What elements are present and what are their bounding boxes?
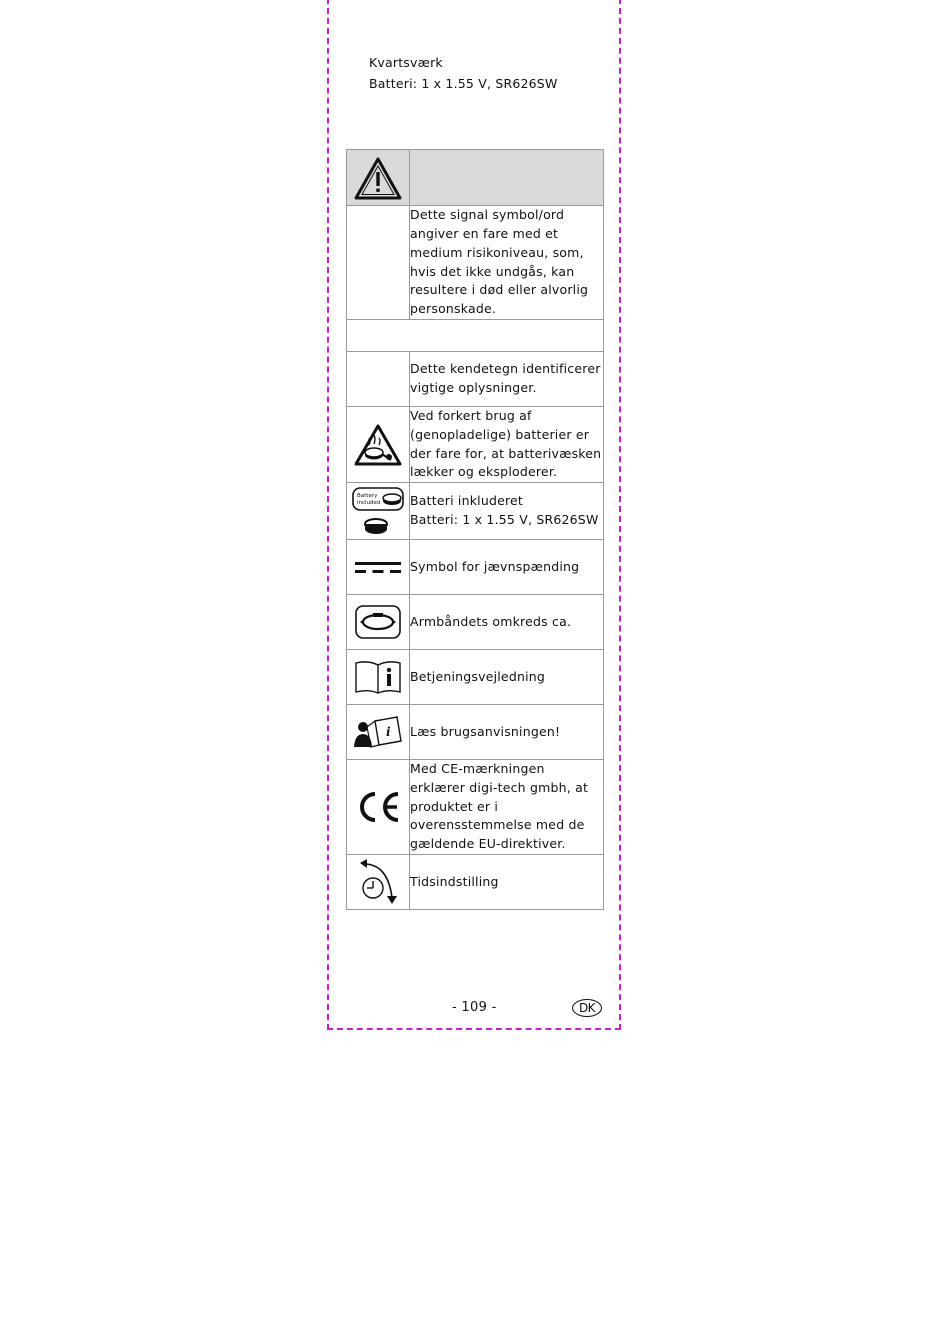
svg-text:i: i (386, 725, 391, 739)
table-row (347, 352, 604, 407)
table-row (347, 595, 604, 650)
direct-current-description: Symbol for jævnspænding (410, 540, 604, 595)
spec-movement: Kvartsværk (369, 55, 443, 70)
manual-description: Betjeningsvejledning (410, 650, 604, 705)
info-description: Dette kendetegn identificerer vigtige oplysninger. (410, 352, 604, 407)
battery-included-icon (351, 486, 405, 536)
table-header-row (347, 150, 604, 206)
ce-mark-icon (354, 790, 402, 824)
warning-triangle-icon (353, 155, 403, 201)
warning-header-cell (347, 150, 410, 206)
ce-description: Med CE-mærkningen erklærer digi-tech gmbh, at produktet er i overensstemmelse med de gældende EU-direktiver. (410, 760, 604, 855)
table-row (347, 206, 604, 320)
battery-included-title: Batteri inkluderet (410, 493, 524, 509)
warning-description: Dette signal symbol/ord angiver en fare med et medium risikoniveau, som, hvis det ikke undgås, kan resultere i død eller alvorlig personskade. (410, 206, 604, 320)
country-code-badge: DK (572, 999, 602, 1017)
battery-included-label-line1: Battery (357, 493, 378, 499)
spec-battery: Batteri: 1 x 1.55 V, SR626SW (369, 76, 558, 91)
bracelet-description: Armbåndets omkreds ca. (410, 595, 604, 650)
read-instructions-description: Læs brugsanvisningen! (410, 705, 604, 760)
battery-hazard-description: Ved forkert brug af (genopladelige) batterier er der fare for, at batterivæsken lækker og eksploderer. (410, 407, 604, 483)
direct-current-icon (353, 559, 403, 575)
table-row (347, 650, 604, 705)
manual-icon (353, 659, 403, 695)
info-header-cell (347, 320, 604, 352)
table-row (347, 320, 604, 352)
time-setting-icon (356, 858, 400, 906)
table-row (347, 855, 604, 910)
time-setting-description: Tidsindstilling (410, 855, 604, 910)
bracelet-icon (354, 604, 402, 640)
warning-header-label (410, 150, 604, 206)
table-row (347, 407, 604, 483)
table-row (347, 483, 604, 540)
battery-hazard-icon (353, 423, 403, 467)
table-row (347, 540, 604, 595)
battery-included-spec: Batteri: 1 x 1.55 V, SR626SW (410, 512, 599, 527)
symbols-table (346, 149, 604, 910)
page-number: - 109 - (452, 1000, 497, 1015)
table-row (347, 705, 604, 760)
battery-included-label-line2: included (357, 500, 381, 506)
info-icon (347, 352, 410, 407)
read-instructions-icon (353, 715, 403, 749)
table-row (347, 760, 604, 855)
